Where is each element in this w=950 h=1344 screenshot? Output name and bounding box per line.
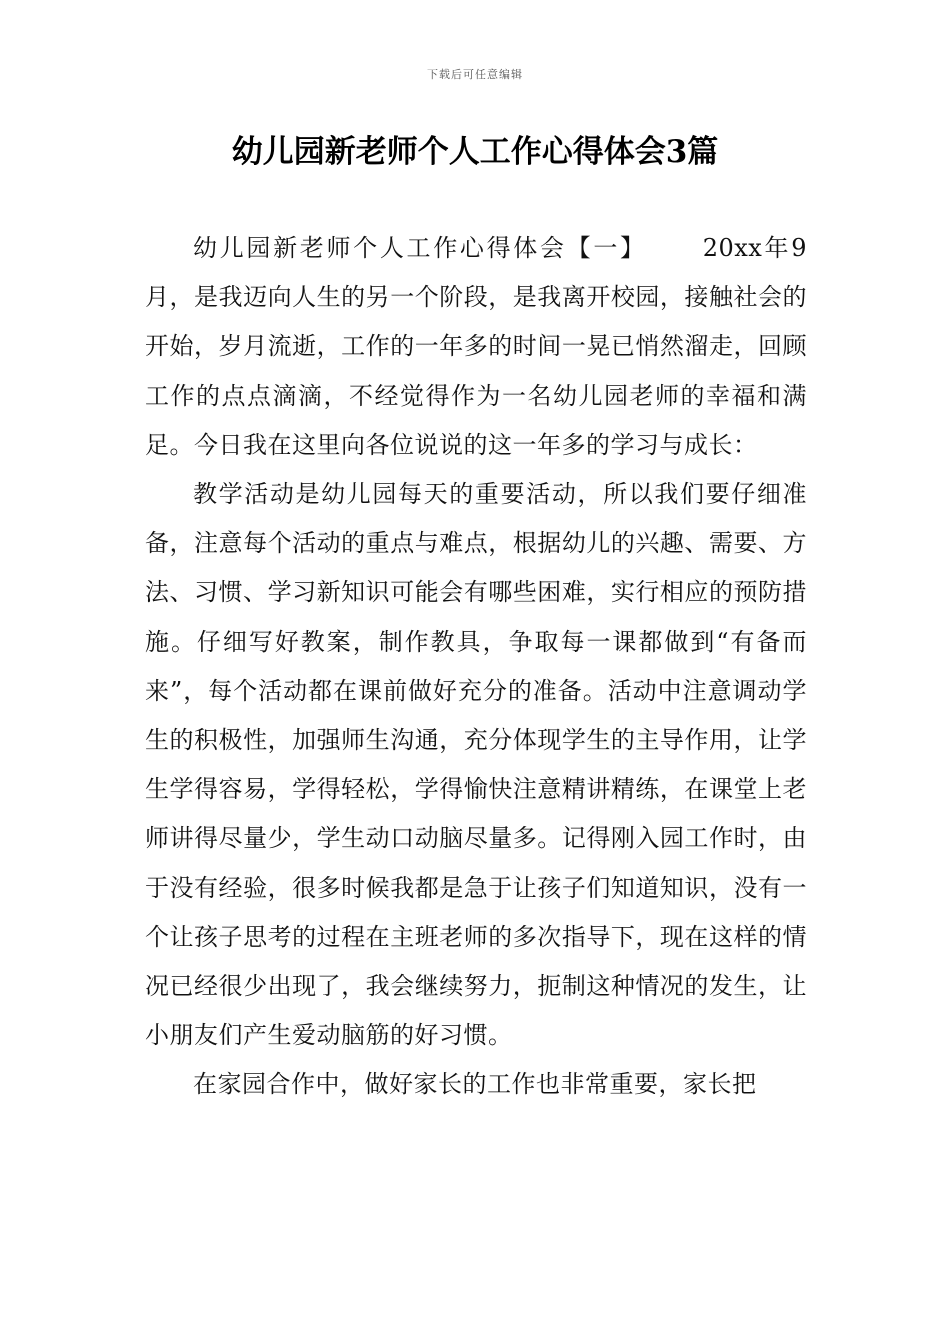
paragraph-1 <box>145 224 807 470</box>
paragraph-1-text: 20xx年9月，是我迈向人生的另一个阶段，是我离开校园，接触社会的开始，岁月流逝，工作的一年多的时间一晃已悄然溜走，回顾工作的点点滴滴，不经觉得作为一名幼儿园老师的幸福和满足。今日我在这里向各位说说的这一年多的学习与成长： <box>145 234 807 459</box>
paragraph-2: 教学活动是幼儿园每天的重要活动，所以我们要仔细准备，注意每个活动的重点与难点，根据幼儿的兴趣、需要、方法、习惯、学习新知识可能会有哪些困难，实行相应的预防措施。仔细写好教案，制作教具，争取每一课都做到“有备而来”，每个活动都在课前做好充分的准备。活动中注意调动学生的积极性，加强师生沟通，充分体现学生的主导作用，让学生学得容易，学得轻松，学得愉快注意精讲精练，在课堂上老师讲得尽量少，学生动口动脑尽量多。记得刚入园工作时，由于没有经验，很多时候我都是急于让孩子们知道知识，没有一个让孩子思考的过程在主班老师的多次指导下，现在这样的情况已经很少出现了，我会继续努力，扼制这种情况的发生，让小朋友们产生爱动脑筋的好习惯。 <box>145 480 807 1050</box>
document-title: 幼儿园新老师个人工作心得体会3篇 <box>231 134 719 170</box>
document-body <box>145 224 807 1110</box>
section-heading: 幼儿园新老师个人工作心得体会【一】 <box>193 234 647 262</box>
paragraph-3: 在家园合作中，做好家长的工作也非常重要，家长把 <box>193 1070 757 1099</box>
header-note: 下载后可任意编辑 <box>427 68 523 81</box>
